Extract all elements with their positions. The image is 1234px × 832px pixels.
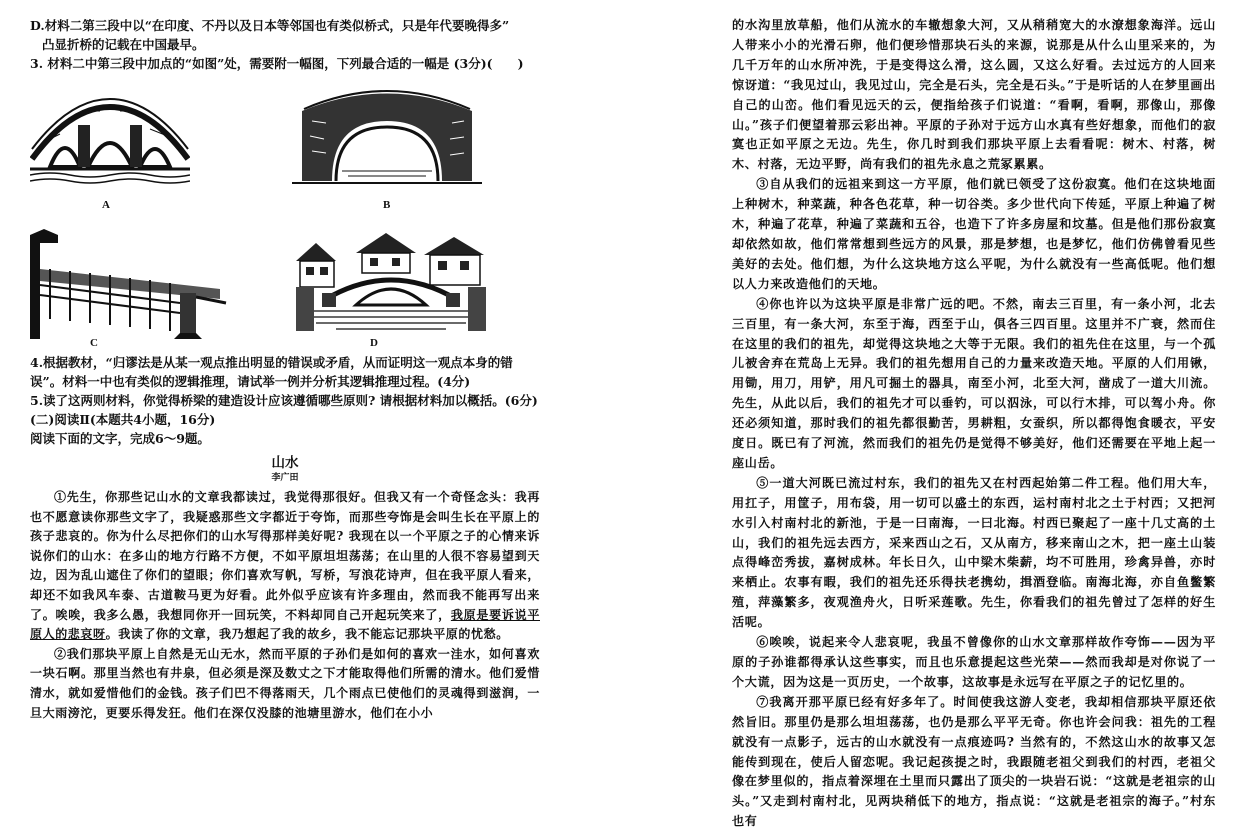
paragraph-5: ⑤一道大河既已流过村东，我们的祖先又在村西起始第二件工程。他们用大车，用扛子，用筐子，用布袋，用一切可以盛土的东西，运村南村北之土于村西；又把河水引入村南村北的新池，于是一曰南海，一曰北海。村西已聚起了一座十几丈高的土山，我们的祖先远去西方，采来西山之石，又从南方，移来南山之木，把一座土山装点得峰峦秀拔，嘉树成林。年长日久，山中梁木柴薪，均不可胜用，珍禽异兽，亦时来栖止。农事有暇，我们的祖先还乐得扶老携幼，揖酒登临。南海北海，亦自鱼鳖繁殖，萍藻繁多，夜观渔舟火，日听采莲歌。先生，你看我们的祖先曾过了怎样的好生活呢。 bbox=[732, 475, 1216, 630]
stone-arch-bridge-icon bbox=[292, 81, 482, 191]
section-heading: (二)阅读Ⅱ(本题共4小题，16分) bbox=[30, 412, 216, 427]
question-4: 4.根据教材，“归谬法是从某一观点推出明显的错误或矛盾，从而证明这一观点本身的错误”。材料一中也有类似的逻辑推理，请试举一例并分析其逻辑推理过程。(4分) bbox=[30, 355, 513, 389]
figure-label-c: C bbox=[90, 337, 98, 349]
bridge-figure-b bbox=[292, 81, 482, 191]
bridge-figure-a bbox=[30, 89, 190, 184]
underlined-sentence: 我原是要诉说平原人的悲哀呀 bbox=[30, 607, 540, 642]
figure-label-a: A bbox=[102, 199, 110, 211]
question-2d: D.材料二第三段中以“在印度、不丹以及日本等邻国也有类似桥式，只是年代要晚得多” bbox=[30, 18, 510, 33]
question-5: 5.读了这两则材料，你觉得桥梁的建造设计应该遵循哪些原则? 请根据材料加以概括。(6分) bbox=[30, 393, 538, 408]
figure-label-d: D bbox=[370, 337, 378, 349]
arch-bridge-icon bbox=[30, 89, 190, 184]
bridge-figure-c bbox=[30, 229, 230, 339]
paragraph-7: ⑦我离开那平原已经有好多年了。时间使我这游人变老，我却相信那块平原还依然旨旧。那里仍是那么坦坦荡荡，也仍是那么平平无奇。你也许会问我：祖先的工程就没有一点影子，远古的山水就没有一点痕迹吗? 当然有的，不然这山水的故事又怎能传到现在，使后人留恋呢。我记起孩提之时，我跟随老祖父到我们的村西，老祖父像在梦里似的，指点着深埋在土里而只露出了顶尖的一块岩石说：“这就是老祖宗的山头。”又走到村南村北，见两块稍低下的地方，指点说：“这就是老祖宗的海子。”村东也有 bbox=[732, 694, 1216, 829]
article-author: 李广田 bbox=[271, 473, 299, 483]
question-2d-cont: 凸显折桥的记载在中国最早。 bbox=[42, 37, 205, 52]
right-page bbox=[680, 0, 1234, 829]
paragraph-1: ①先生，你那些记山水的文章我都读过，我觉得那很好。但我又有一个奇怪念头：我再也不愿意读你那些文字了，我疑惑那些文字都近于夸饰，而那些夸饰是会叫生长在平原上的孩子悲哀的。你为什么尽把你们的山水写得那样美好呢? 我现在以一个平原之子的心情来诉说你们的山水：在多山的地方行路不方便，不如平原坦坦荡荡；在山里的人很不容易望到天边，因为乱山遮住了你们的望眼；你们喜欢写帆，写桥，写浪花诗声，但在我平原人看来，却还不如我风车泰、古道鞍马更为好看。此外似乎应该有许多理由，然而我不能再写出来了。唉唉，我多么愚，我想同你开一回玩笑，不料却同自己开起玩笑来了，我原是要诉说平原人的悲哀呀。我读了你的文章，我乃想起了我的故乡，我不能忘记那块平原的忧愁。 bbox=[30, 490, 540, 642]
water-town-bridge-icon bbox=[296, 231, 486, 331]
paragraph-3: ③自从我们的远祖来到这一方平原，他们就已领受了这份寂寞。他们在这块地面上种树木，种菜蔬，种各色花草，种一切谷类。多少世代向下传延，平原上种遍了树木，种遍了花草，种遍了菜蔬和五谷，也造下了许多房屋和坟墓。但是他们那份寂寞却依然如故，他们常常想到些远方的风景，那是梦想，也是梦忆，他们仿佛曾看见些美好的去处。他们想，为什么这块地方这么平呢，为什么就没有一些高低呢。他们想以人力来改造他们的天地。 bbox=[732, 177, 1216, 291]
reading-instruction: 阅读下面的文字，完成6～9题。 bbox=[30, 431, 210, 446]
paragraph-2-continued: 的水沟里放草船，他们从流水的车辙想象大河，又从稍稍宽大的水潦想象海洋。远山人带来小小的光滑石卵，他们便珍惜那块石头的来源，说那是从什么山里采来的，为几千万年的山水所冲洗，于是变得这么滑，这么圆，又这么好看。去过远方的人回来惊讶道：“我见过山，我见过山，完全是石头，完全是石头。”于是听话的人在梦里画出自己的山峦。他们看见远天的云，便指给孩子们说道：“看啊，看啊，那像山，那像山。”孩子们便望着那云彩出神。平原的子孙对于远方山水真有些好想象，而他们的寂寞也正如平原之无边。先生，你几时到我们那块平原上去看看呢：树木、村落，树木、村落，无边平野，尚有我们的祖先永息之荒冢累累。 bbox=[732, 18, 1216, 172]
bridge-figures bbox=[30, 79, 540, 349]
article-title: 山水 bbox=[271, 455, 299, 471]
bridge-figure-d bbox=[296, 231, 486, 331]
paragraph-4: ④你也许以为这块平原是非常广远的吧。不然，南去三百里，有一条小河，北去三百里，有一条大河，东至于海，西至于山，俱各三四百里。这里并不广衰，然而住在这里的我们的祖先，却觉得这块地之大等于无限。我们的祖先住在这里，与一个孤儿被舍弃在荒岛上无异。我们的祖先想用自己的力量来改造天地。平原的人们用锹，用锄，用刀，用铲，用凡可掘土的器具，南至小河，北至大河，凿成了一道大川流。先生，从此以后，我们的祖先才可以垂钓，可以泅泳，可以行木排，可以驾小舟。你还必须知道，那时我们的祖先都很勤苦，男耕粗，女蚕织，所以都得饱食暖衣，平安度日。既已有了河流，然而我们的祖先仍是觉得不够美好，他们还需要在平地上起一座山岳。 bbox=[732, 296, 1216, 470]
cantilever-bridge-icon bbox=[30, 229, 230, 339]
figure-label-b: B bbox=[383, 199, 391, 211]
paragraph-2: ②我们那块平原上自然是无山无水，然而平原的子孙们是如何的喜欢一洼水，如何喜欢一块石啊。那里当然也有井泉，但必须是深及数丈之下才能取得他们所需的清水。他们爱惜清水，就如爱惜他们的金钱。孩子们巴不得落雨天，几个雨点已使他们的灵魂得到滋润，一旦大雨滂沱，更要乐得发狂。他们在深仅没膝的池塘里游水，他们在小小 bbox=[30, 646, 540, 720]
paragraph-6: ⑥唉唉，说起来令人悲哀呢，我虽不曾像你的山水文章那样故作夸饰——因为平原的子孙谁都得承认这些事实，而且也乐意提起这些光荣——然而我却是对你说了一个大谎，因为这是一页历史，一个故事，这故事是永远写在平原之子的记忆里的。 bbox=[732, 635, 1216, 689]
question-3: 3. 材料二中第三段中加点的“如图”处，需要附一幅图，下列最合适的一幅是 (3分)( ) bbox=[30, 56, 524, 71]
left-page bbox=[0, 0, 560, 800]
